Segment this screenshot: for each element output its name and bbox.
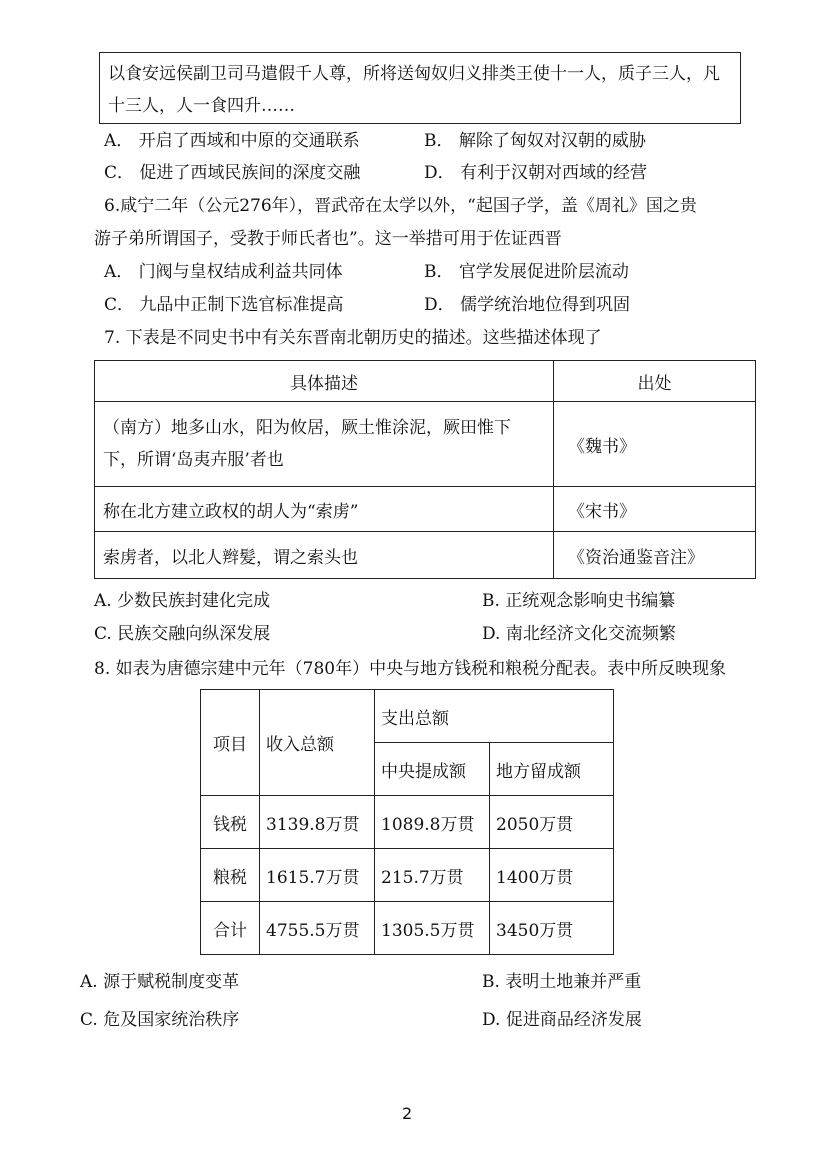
q8-row-2-income: 1615.7万贯 [260, 849, 375, 902]
q8-row-3-item: 合计 [201, 902, 260, 955]
q8-header-central: 中央提成额 [375, 743, 490, 796]
quote-line-2: 十三人，人一食四升…… [108, 96, 295, 116]
q7-row-3-desc: 索虏者，以北人辫髪，谓之索头也 [95, 532, 554, 579]
q7-option-b: B. 正统观念影响史书编纂 [482, 591, 676, 611]
q8-row-3-local: 3450万贯 [490, 902, 614, 955]
q6-option-b: B． 官学发展促进阶层流动 [424, 262, 629, 282]
q7-header-source: 出处 [554, 361, 756, 402]
q8-row-2-local: 1400万贯 [490, 849, 614, 902]
q6-stem-line-1: 6.咸宁二年（公元276年），晋武帝在太学以外，“起国子学，盖《周礼》国之贵 [104, 196, 697, 216]
q5-option-c: C． 促进了西域民族间的深度交融 [104, 163, 361, 183]
q8-header-local: 地方留成额 [490, 743, 614, 796]
q8-table [200, 689, 614, 955]
q8-header-expense: 支出总额 [375, 690, 614, 743]
q7-row-2-source: 《宋书》 [554, 487, 756, 532]
q5-option-b: B． 解除了匈奴对汉朝的威胁 [424, 131, 646, 151]
quote-line-1: 以食安远侯副卫司马遣假千人尊，所将送匈奴归义排类王使十一人，质子三人，凡 [108, 64, 720, 84]
q8-row-1-local: 2050万贯 [490, 796, 614, 849]
q6-option-c: C． 九品中正制下选官标准提高 [104, 295, 344, 315]
q7-row-3-source: 《资治通鉴音注》 [554, 532, 756, 579]
q8-header-income: 收入总额 [260, 690, 375, 796]
q7-row-2-desc: 称在北方建立政权的胡人为“索虏” [95, 487, 554, 532]
q8-option-a: A. 源于赋税制度变革 [80, 972, 240, 992]
q8-row-1-item: 钱税 [201, 796, 260, 849]
q8-row-2-central: 215.7万贯 [375, 849, 490, 902]
q6-stem-line-2: 游子弟所谓国子，受教于师氏者也”。这一举措可用于佐证西晋 [94, 229, 562, 249]
q8-row-1-income: 3139.8万贯 [260, 796, 375, 849]
q8-row-3-central: 1305.5万贯 [375, 902, 490, 955]
q5-option-d: D． 有利于汉朝对西域的经营 [424, 163, 648, 183]
q8-option-c: C. 危及国家统治秩序 [80, 1010, 240, 1030]
q7-row-1-source: 《魏书》 [554, 402, 756, 487]
q5-option-a: A． 开启了西域和中原的交通联系 [104, 131, 360, 151]
q7-option-a: A. 少数民族封建化完成 [94, 591, 271, 611]
q8-option-d: D. 促进商品经济发展 [482, 1010, 642, 1030]
q8-header-item: 项目 [201, 690, 260, 796]
q8-row-2-item: 粮税 [201, 849, 260, 902]
q6-option-a: A． 门阀与皇权结成利益共同体 [104, 262, 343, 282]
q7-option-c: C. 民族交融向纵深发展 [94, 624, 271, 644]
q6-option-d: D． 儒学统治地位得到巩固 [424, 295, 631, 315]
q8-stem: 8. 如表为唐德宗建中元年（780年）中央与地方钱税和粮税分配表。表中所反映现象 [94, 659, 727, 679]
q7-row-1-desc: （南方）地多山水，阳为攸居，厥土惟涂泥，厥田惟下下，所谓‘岛夷卉服’者也 [95, 402, 554, 487]
q7-option-d: D. 南北经济文化交流频繁 [482, 624, 676, 644]
q8-option-b: B. 表明土地兼并严重 [482, 972, 642, 992]
q7-table [94, 360, 756, 579]
q8-row-1-central: 1089.8万贯 [375, 796, 490, 849]
page-number: 2 [402, 1104, 413, 1123]
q8-row-3-income: 4755.5万贯 [260, 902, 375, 955]
q7-stem: 7. 下表是不同史书中有关东晋南北朝历史的描述。这些描述体现了 [104, 328, 602, 348]
q7-header-desc: 具体描述 [95, 361, 554, 402]
